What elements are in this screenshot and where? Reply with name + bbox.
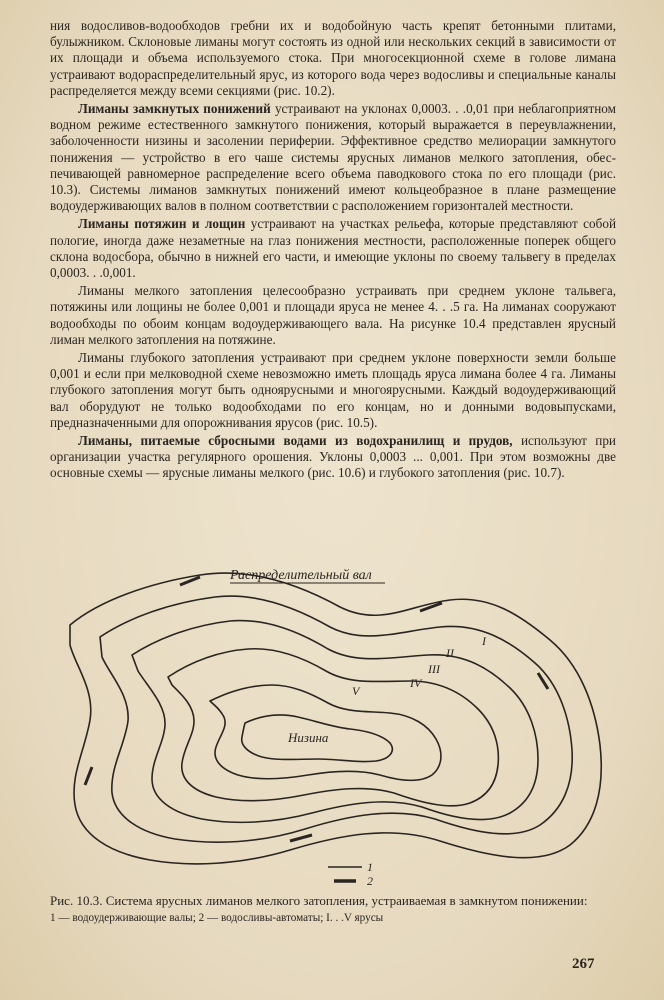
- spillway-mark: [290, 835, 312, 841]
- tier-label-v: V: [352, 684, 360, 698]
- paragraph-5: Лиманы глубокого затопления устраивают при среднем уклоне поверхности земли больше 0,001 и если при мелководной схеме невозможно иметь площадь яруса лимана более 4 га. Лиманы глубокого затопления могут быть одноярусными и многоярусными. Каждый водоудерживающий вал оборудуют не только водообходами по его концам, но и донными водовыпусками, предназначенными для опорожнивания ярусов (рис. 10.5).: [50, 350, 616, 430]
- paragraph-4: Лиманы мелкого затопления целесообразно устраивать при среднем уклоне тальвега, потяжины или лощины не более 0,001 и площади яруса не менее 4. . .5 га. На лиманах сооружают водообходы по обоим концам водоудерживающего вала. На рисунке 10.4 представлен ярусный лиман мелкого затопления на потяжине.: [50, 283, 616, 347]
- paragraph-3: Лиманы потяжин и лощин устраивают на участках рельефа, которые представляют собой пологие, иногда даже незаметные на глаз понижения местности, расположенные поперек общего склона водосбора, обычно в нижней его части, и имеющие уклоны по своему тальвегу в пределах 0,0003. . .0,001.: [50, 216, 616, 281]
- paragraph-6: Лиманы, питаемые сбросными водами из водохранилищ и прудов, используют при организации участка регулярного орошения. Уклоны 0,0003 ... 0,001. При этом возможны две основные схемы — ярусные лиманы мелкого (рис. 10.6) и глубокого затопления (рис. 10.7).: [50, 433, 616, 481]
- levee-ring-2: [100, 596, 572, 842]
- figure-label-lowland: Низина: [288, 730, 329, 745]
- page-number: 267: [572, 956, 595, 972]
- contour-diagram: [40, 545, 620, 890]
- term-hollows: Лиманы потяжин и лощин: [78, 216, 246, 232]
- legend-key-2: 2: [367, 874, 373, 888]
- levee-ring-4: [168, 649, 498, 806]
- figure-caption: [50, 893, 616, 926]
- tier-label-i: I: [482, 634, 486, 648]
- term-reservoir-fed: Лиманы, питаемые сбросными водами из водохранилищ и прудов,: [78, 433, 513, 449]
- levee-ring-3: [132, 621, 538, 823]
- legend-key-1: 1: [367, 860, 373, 874]
- paragraph-1: ния водосливов-водообходов гребни их и водобойную часть крепят бетонными плитами, булыжником. Склоновые лиманы могут состоять из одной или нескольких секций в зависимости от их площади и объема используемого стока. При многосекционной схеме в голове лимана устраивают водораспределительный ярус, из которого вода через водосливы и специальные каналы распределяется между всеми секциями (рис. 10.2).: [50, 18, 616, 98]
- term-closed-depressions: Лиманы замкнутых понижений: [78, 101, 271, 117]
- paragraph-2: Лиманы замкнутых понижений устраивают на уклонах 0,0003. . .0,01 при неблагоприятном водном режиме естественного замкнутого понижения, который выражается в переувлажнении, заболоченности низины и засолении периферии. Эффективное средство мелиорации замкнутого понижения — устройство в его чаше системы ярусных лиманов мелкого затопления, обеспечивающей равномерное распределение всего объема паводкового стока по его площади (рис. 10.3). Системы лиманов замкнутых понижений имеют кольцеобразное в плане размещение водоудерживающих валов в полном соответствии с расположением горизонталей местности.: [50, 101, 616, 214]
- figure-label-distribution-levee: Распределительный вал: [230, 568, 372, 583]
- tier-label-ii: II: [446, 646, 454, 660]
- tier-label-iii: III: [428, 662, 440, 676]
- body-text: [50, 18, 616, 482]
- figure-10-3: [40, 545, 620, 890]
- caption-legend: 1 — водоудерживающие валы; 2 — водосливы-автоматы; I. . .V ярусы: [50, 911, 384, 924]
- spillway-mark: [85, 767, 92, 785]
- caption-title: Рис. 10.3. Система ярусных лиманов мелкого затопления, устраиваемая в замкнутом понижении:: [50, 893, 588, 908]
- tier-label-iv: IV: [410, 676, 422, 690]
